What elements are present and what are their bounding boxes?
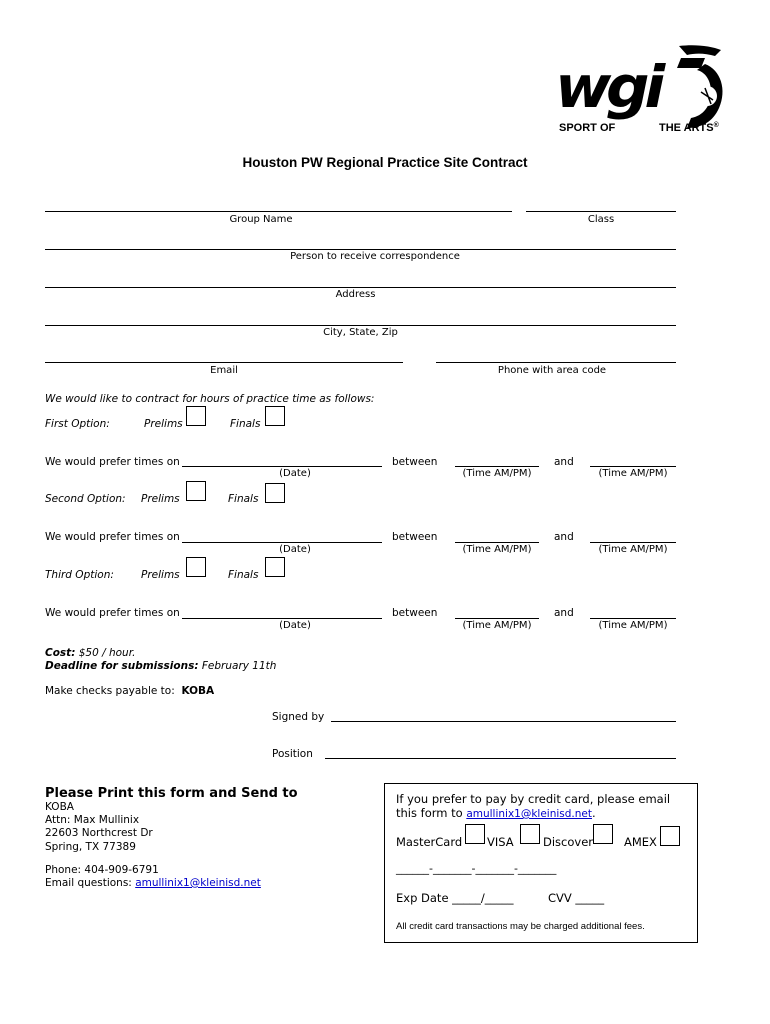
page-title: Houston PW Regional Practice Site Contract xyxy=(242,155,528,170)
prefer-text: We would prefer times on xyxy=(45,531,180,543)
prefer-text: We would prefer times on xyxy=(45,607,180,619)
deadline-value: February 11th xyxy=(198,660,277,672)
position-line[interactable] xyxy=(325,758,676,759)
credit-intro xyxy=(396,792,686,821)
deadline-line xyxy=(45,660,276,672)
credit-intro-period: . xyxy=(592,806,596,820)
amex-checkbox[interactable] xyxy=(660,826,680,846)
phone-line[interactable] xyxy=(436,362,676,363)
time-end-line[interactable] xyxy=(590,542,676,543)
credit-email-link[interactable]: amullinix1@kleinisd.net xyxy=(466,808,592,820)
third-prelims-checkbox[interactable] xyxy=(186,557,206,577)
time-start-line[interactable] xyxy=(455,542,539,543)
amex-label: AMEX xyxy=(624,835,657,849)
exp-date-field[interactable]: Exp Date _____/_____ xyxy=(396,891,514,905)
address-line-3: 22603 Northcrest Dr xyxy=(45,827,153,840)
and-text: and xyxy=(554,456,574,468)
visa-checkbox[interactable] xyxy=(520,824,540,844)
wgi-logo-wordmark: wgi xyxy=(555,53,660,121)
credit-intro-text: If you prefer to pay by credit card, please email this form to xyxy=(396,792,671,820)
cost-label: Cost: xyxy=(45,647,76,659)
discover-checkbox[interactable] xyxy=(593,824,613,844)
send-email-link[interactable]: amullinix1@kleinisd.net xyxy=(135,877,261,889)
time-start-line[interactable] xyxy=(455,618,539,619)
email-line[interactable] xyxy=(45,362,403,363)
credit-note: All credit card transactions may be charged additional fees. xyxy=(396,921,645,932)
mastercard-checkbox[interactable] xyxy=(465,824,485,844)
mastercard-label: MasterCard xyxy=(396,835,463,849)
time-start-line[interactable] xyxy=(455,466,539,467)
address-line-2: Attn: Max Mullinix xyxy=(45,814,140,827)
third-finals-label: Finals xyxy=(228,569,259,581)
third-finals-checkbox[interactable] xyxy=(265,557,285,577)
time-start-label: (Time AM/PM) xyxy=(462,620,532,631)
card-number-field[interactable]: ______-_______-_______-_______ xyxy=(396,862,557,875)
position-label: Position xyxy=(272,748,313,760)
discover-label: Discover xyxy=(543,835,594,849)
city-line[interactable] xyxy=(45,325,676,326)
city-label: City, State, Zip xyxy=(323,327,398,338)
between-text: between xyxy=(392,607,438,619)
registered-mark: ® xyxy=(713,122,719,129)
date-line[interactable] xyxy=(182,618,382,619)
wgi-logo xyxy=(555,44,727,139)
payable-text: Make checks payable to: xyxy=(45,685,175,697)
third-option-label: Third Option: xyxy=(45,569,114,581)
date-label: (Date) xyxy=(279,620,311,631)
date-line[interactable] xyxy=(182,542,382,543)
address-line-4: Spring, TX 77389 xyxy=(45,840,136,853)
signed-by-line[interactable] xyxy=(331,721,676,722)
payable-to: KOBA xyxy=(181,685,215,697)
cost-value: $50 / hour. xyxy=(75,647,136,659)
between-text: between xyxy=(392,456,438,468)
wgi-logo-tagline-left: SPORT OF xyxy=(559,122,616,134)
first-prelims-label: Prelims xyxy=(144,418,183,430)
between-text: between xyxy=(392,531,438,543)
second-prelims-checkbox[interactable] xyxy=(186,481,206,501)
group-name-line[interactable] xyxy=(45,211,512,212)
date-line[interactable] xyxy=(182,466,382,467)
and-text: and xyxy=(554,531,574,543)
address-line[interactable] xyxy=(45,287,676,288)
first-finals-checkbox[interactable] xyxy=(265,406,285,426)
send-email-line xyxy=(45,877,261,889)
credit-card-box xyxy=(384,783,698,943)
class-line[interactable] xyxy=(526,211,676,212)
time-start-label: (Time AM/PM) xyxy=(462,544,532,555)
cost-line xyxy=(45,647,135,659)
time-end-line[interactable] xyxy=(590,618,676,619)
time-end-label: (Time AM/PM) xyxy=(598,544,668,555)
first-prelims-checkbox[interactable] xyxy=(186,406,206,426)
send-heading: Please Print this form and Send to xyxy=(45,786,298,801)
date-label: (Date) xyxy=(279,544,311,555)
first-option-label: First Option: xyxy=(45,418,110,430)
second-finals-checkbox[interactable] xyxy=(265,483,285,503)
third-prelims-label: Prelims xyxy=(141,569,180,581)
second-prelims-label: Prelims xyxy=(141,493,180,505)
and-text: and xyxy=(554,607,574,619)
deadline-label: Deadline for submissions: xyxy=(45,660,199,672)
group-name-label: Group Name xyxy=(229,214,293,225)
payable-line xyxy=(45,685,214,697)
practice-intro: We would like to contract for hours of practice time as follows: xyxy=(45,393,375,405)
wgi-logo-tagline-right: THE ARTS xyxy=(659,122,714,134)
time-end-label: (Time AM/PM) xyxy=(598,620,668,631)
class-label: Class xyxy=(587,214,615,225)
visa-label: VISA xyxy=(487,835,514,849)
send-phone: Phone: 404-909-6791 xyxy=(45,864,159,876)
address-line-1: KOBA xyxy=(45,801,74,813)
signed-by-label: Signed by xyxy=(272,711,325,723)
time-end-label: (Time AM/PM) xyxy=(598,468,668,479)
send-address xyxy=(45,801,153,854)
cvv-field[interactable]: CVV _____ xyxy=(548,891,605,905)
person-line[interactable] xyxy=(45,249,676,250)
address-label: Address xyxy=(335,289,376,300)
second-finals-label: Finals xyxy=(228,493,259,505)
send-email-label: Email questions: xyxy=(45,877,136,889)
person-label: Person to receive correspondence xyxy=(290,251,460,262)
second-option-label: Second Option: xyxy=(45,493,126,505)
phone-label: Phone with area code xyxy=(497,365,607,376)
prefer-text: We would prefer times on xyxy=(45,456,180,468)
first-finals-label: Finals xyxy=(230,418,261,430)
time-end-line[interactable] xyxy=(590,466,676,467)
email-label: Email xyxy=(210,365,238,376)
date-label: (Date) xyxy=(279,468,311,479)
time-start-label: (Time AM/PM) xyxy=(462,468,532,479)
